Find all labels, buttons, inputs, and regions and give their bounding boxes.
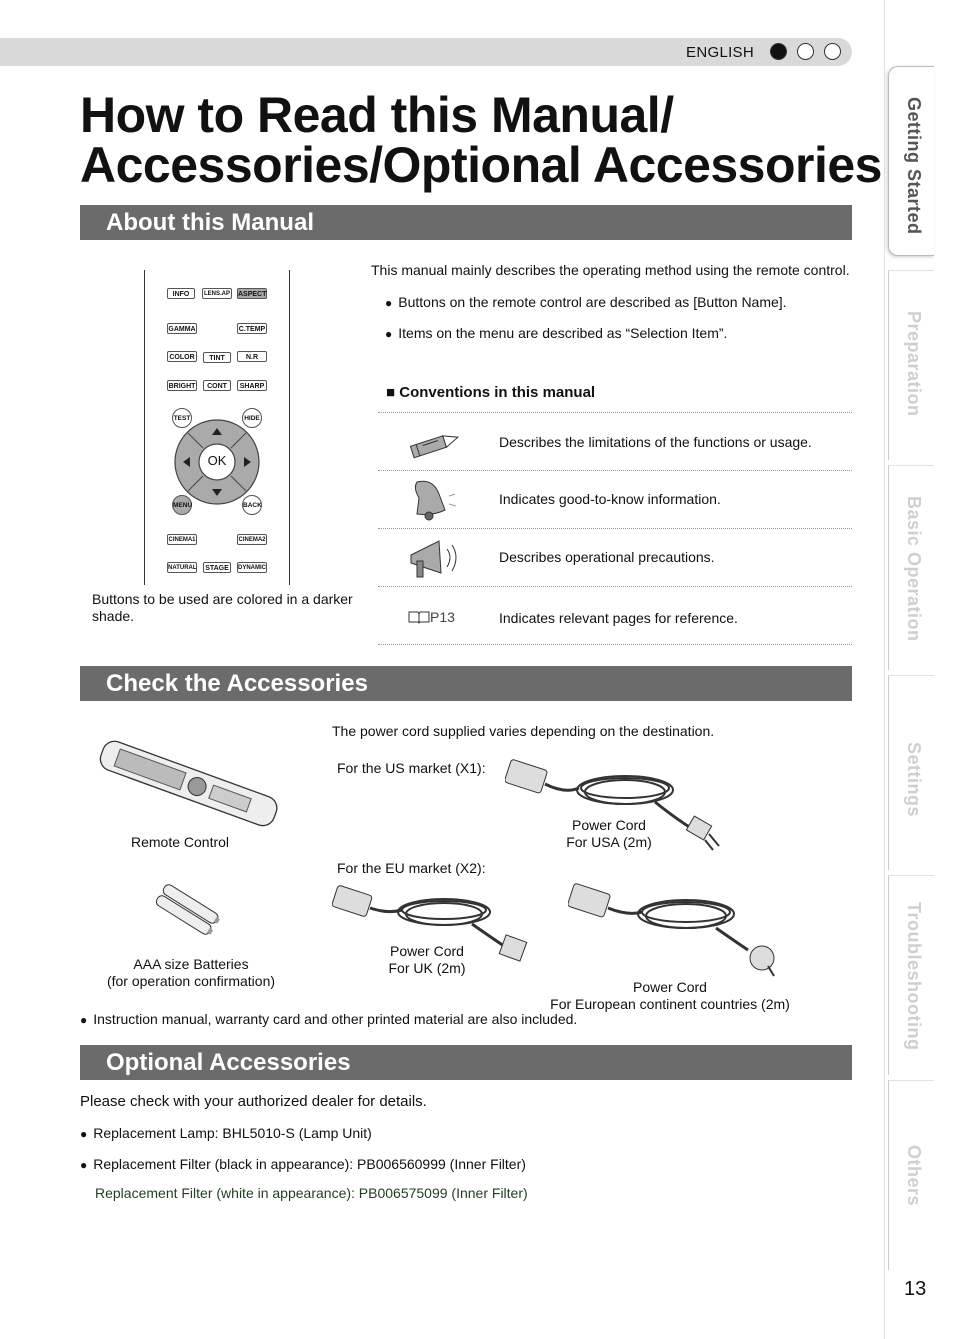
menu-button: MENU <box>172 495 192 515</box>
chapter-dot-empty <box>797 43 814 60</box>
remote-control-label: Remote Control <box>131 834 230 850</box>
about-bullet: ● Buttons on the remote control are described as [Button Name]. <box>385 294 787 312</box>
eu-cord-label: Power Cord For European continent countries (2m) <box>550 979 790 1012</box>
divider <box>378 586 852 587</box>
convention-text: Indicates relevant pages for reference. <box>499 610 738 626</box>
test-button: TEST <box>172 408 192 428</box>
section-heading-about: About this Manual <box>80 205 852 240</box>
convention-text: Describes operational precautions. <box>499 549 715 565</box>
section-heading-accessories: Check the Accessories <box>80 666 852 701</box>
eu-power-cord-icon <box>568 882 782 978</box>
remote-control-icon <box>92 740 282 830</box>
optional-item: ● Replacement Filter (black in appearance): PB006560999 (Inner Filter) <box>80 1156 526 1174</box>
batteries-icon <box>150 884 226 936</box>
natural-button: NATURAL <box>167 562 197 573</box>
gamma-button: GAMMA <box>167 323 197 334</box>
cinema2-button: CINEMA2 <box>237 534 267 545</box>
aspect-button: ASPECT <box>237 288 267 299</box>
tab-others[interactable]: Others <box>888 1080 934 1270</box>
page-title <box>80 87 882 193</box>
back-button: BACK <box>242 495 262 515</box>
divider <box>378 412 852 413</box>
tab-settings[interactable]: Settings <box>888 675 934 870</box>
optional-item: Replacement Filter (white in appearance): PB006575099 (Inner Filter) <box>95 1185 528 1201</box>
page-number: 13 <box>904 1278 927 1300</box>
language-label: ENGLISH <box>686 44 754 61</box>
divider <box>378 528 852 529</box>
convention-text: Describes the limitations of the functions or usage. <box>499 434 812 450</box>
tint-button: TINT <box>203 352 231 363</box>
ok-button-label: OK <box>207 453 227 468</box>
optional-item: ● Replacement Lamp: BHL5010-S (Lamp Unit) <box>80 1125 372 1143</box>
info-button: INFO <box>167 288 195 299</box>
title-line-1: How to Read this Manual/ <box>80 87 674 143</box>
usa-cord-label: Power Cord For USA (2m) <box>566 817 652 850</box>
conventions-title: ■ Conventions in this manual <box>386 384 596 401</box>
remote-caption: Buttons to be used are colored in a darker shade. <box>92 591 353 624</box>
bright-button: BRIGHT <box>167 380 197 391</box>
eu-market-label: For the EU market (X2): <box>337 860 486 876</box>
pencil-icon <box>407 428 467 460</box>
stage-button: STAGE <box>203 562 231 573</box>
chapter-tabs <box>884 0 954 1339</box>
us-market-label: For the US market (X1): <box>337 760 486 776</box>
hide-button: HIDE <box>242 408 262 428</box>
tab-troubleshooting[interactable]: Troubleshooting <box>888 875 934 1075</box>
ctemp-button: C.TEMP <box>237 323 267 334</box>
bell-icon <box>405 476 459 522</box>
color-button: COLOR <box>167 351 197 362</box>
tab-preparation[interactable]: Preparation <box>888 270 934 460</box>
title-line-2: Accessories/Optional Accessories <box>80 137 882 193</box>
section-heading-optional: Optional Accessories <box>80 1045 852 1080</box>
chapter-dot-empty <box>824 43 841 60</box>
divider <box>378 644 852 645</box>
divider <box>378 470 852 471</box>
power-cord-note: The power cord supplied varies depending on the destination. <box>332 723 715 739</box>
reference-marker: P13 <box>408 609 455 625</box>
lens-button: LENS.AP <box>202 288 232 299</box>
uk-cord-label: Power Cord For UK (2m) <box>388 943 466 976</box>
square-bullet-icon: ■ <box>386 384 396 401</box>
cinema1-button: CINEMA1 <box>167 534 197 545</box>
about-intro: This manual mainly describes the operating method using the remote control. <box>371 262 850 278</box>
book-icon <box>408 610 430 624</box>
sharp-button: SHARP <box>237 380 267 391</box>
tab-getting-started[interactable]: Getting Started <box>888 66 934 256</box>
nr-button: N.R <box>237 351 267 362</box>
megaphone-icon <box>405 535 463 581</box>
remote-illustration <box>144 270 290 585</box>
chapter-dot-filled <box>770 43 787 60</box>
cont-button: CONT <box>203 380 231 391</box>
optional-intro: Please check with your authorized dealer for details. <box>80 1093 427 1110</box>
included-note: ● Instruction manual, warranty card and other printed material are also included. <box>80 1011 577 1029</box>
convention-text: Indicates good-to-know information. <box>499 491 721 507</box>
about-bullet: ● Items on the menu are described as “Selection Item”. <box>385 325 727 343</box>
dynamic-button: DYNAMIC <box>237 562 267 573</box>
batteries-label: AAA size Batteries (for operation confirmation) <box>106 956 276 989</box>
tab-basic-operation[interactable]: Basic Operation <box>888 465 934 670</box>
